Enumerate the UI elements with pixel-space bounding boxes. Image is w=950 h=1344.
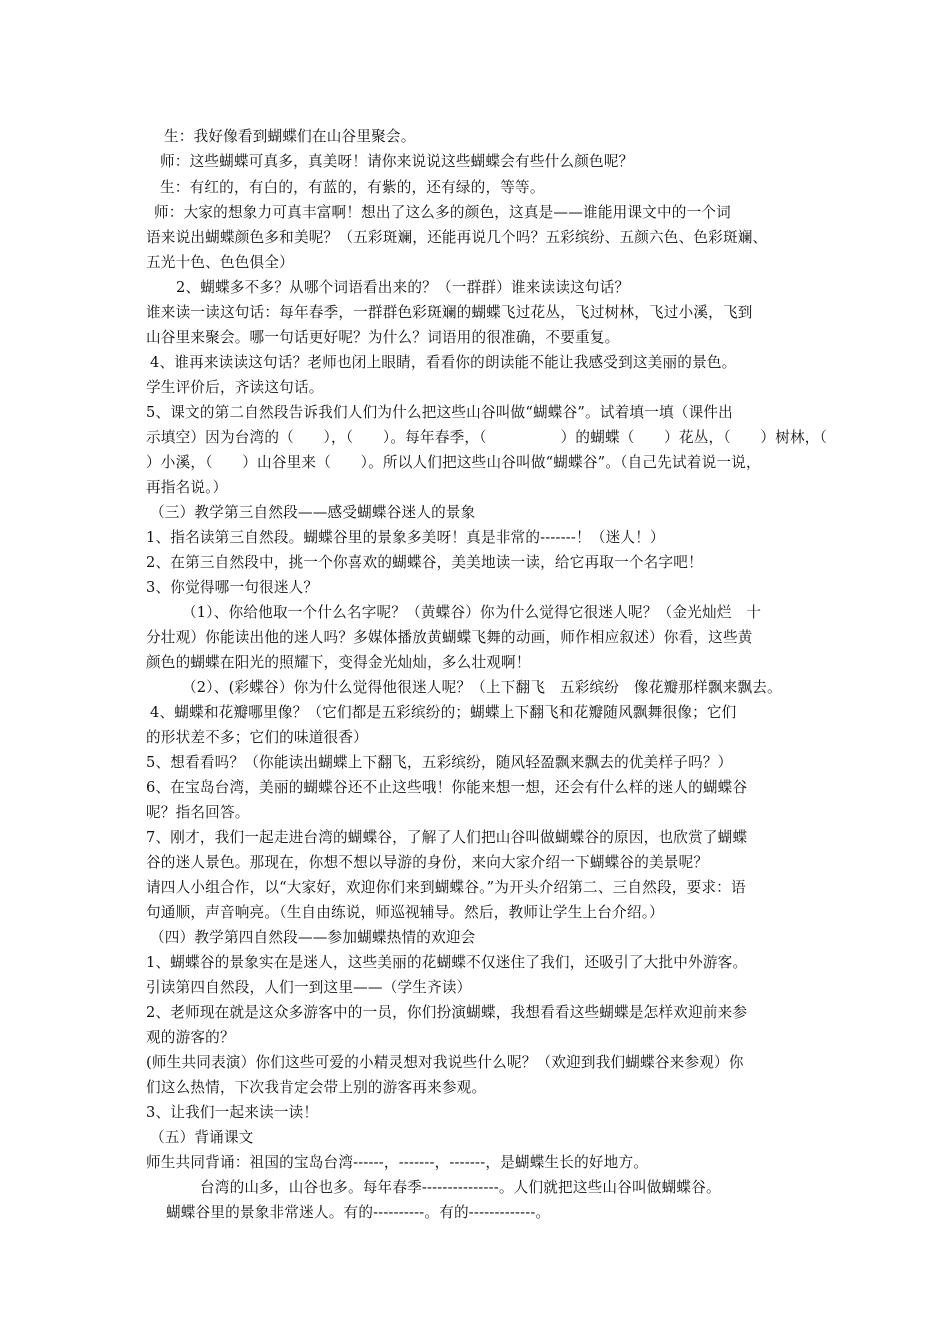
text-line: 2、在第三自然段中，挑一个你喜欢的蝴蝶谷，美美地读一读，给它再取一个名字吧！ [146, 554, 703, 571]
section-heading: （三）教学第三自然段——感受蝴蝶谷迷人的景象 [150, 504, 476, 521]
text-line: ）小溪，（ ）山谷里来（ ）。所以人们把这些山谷叫做“蝴蝶谷”。（自己先试着说一说， [146, 454, 761, 471]
text-line: 生：有红的，有白的，有蓝的，有紫的，还有绿的，等等。 [160, 179, 545, 196]
text-line: 呢？指名回答。 [146, 804, 250, 821]
text-line: 4、谁再来读读这句话？老师也闭上眼睛，看看你的朗读能不能让我感受到这美丽的景色。 [150, 354, 737, 371]
text-line: 6、在宝岛台湾，美丽的蝴蝶谷还不止这些哦！你能来想一想，还会有什么样的迷人的蝴蝶谷 [146, 779, 748, 796]
text-line: 山谷里来聚会。哪一句话更好呢？为什么？词语用的很准确，不要重复。 [146, 329, 620, 346]
text-line: 蝴蝶谷里的景象非常迷人。有的----------。有的-------------。 [166, 1204, 551, 1221]
text-line: 请四人小组合作，以“大家好，欢迎你们来到蝴蝶谷。”为开头介绍第二、三自然段，要求：语 [146, 879, 746, 896]
text-line: 示填空）因为台湾的（ ），（ ）。每年春季，（ ）的蝴蝶（ ）花丛，（ ）树林，（ [146, 429, 828, 446]
text-line: 师：这些蝴蝶可真多，真美呀！请你来说说这些蝴蝶会有些什么颜色呢？ [160, 153, 634, 170]
text-line: 2、老师现在就是这众多游客中的一员，你们扮演蝴蝶，我想看看这些蝴蝶是怎样欢迎前来参 [146, 1004, 748, 1021]
section-heading: （五）背诵课文 [150, 1129, 254, 1146]
section-heading: （四）教学第四自然段——参加蝴蝶热情的欢迎会 [150, 929, 476, 946]
text-line: 观的游客的？ [146, 1029, 235, 1046]
text-line: 的形状差不多；它们的味道很香） [146, 729, 368, 746]
text-line: 再指名说。） [146, 479, 228, 496]
text-line: 4、蝴蝶和花瓣哪里像？（它们都是五彩缤纷的；蝴蝶上下翻飞和花瓣随风飘舞很像；它们 [150, 704, 737, 721]
text-line: 谷的迷人景色。那现在，你想不想以导游的身份，来向大家介绍一下蝴蝶谷的美景呢？ [146, 854, 709, 871]
text-line: 生：我好像看到蝴蝶们在山谷里聚会。 [164, 128, 416, 145]
text-line: 台湾的山多，山谷也多。每年春季---------------。人们就把这些山谷叫做蝴蝶谷。 [200, 1179, 721, 1196]
text-line: 学生评价后，齐读这句话。 [146, 379, 324, 396]
text-line: 师：大家的想象力可真丰富啊！想出了这么多的颜色，这真是——谁能用课文中的一个词 [154, 204, 731, 221]
text-line: （1）、你给他取一个什么名字呢？（黄蝶谷）你为什么觉得它很迷人呢？（金光灿烂 十 [182, 604, 762, 621]
text-line: 引读第四自然段，人们一到这里——（学生齐读） [146, 979, 472, 996]
text-line: 谁来读一读这句话：每年春季，一群群色彩斑斓的蝴蝶飞过花丛，飞过树林，飞过小溪，飞到 [146, 304, 753, 321]
text-line: 1、指名读第三自然段。蝴蝶谷里的景象多美呀！真是非常的-------！（迷人！） [146, 529, 665, 546]
text-line: 5、课文的第二自然段告诉我们人们为什么把这些山谷叫做“蝴蝶谷”。试着填一填（课件出 [146, 404, 733, 421]
text-line: 句通顺，声音响亮。（生自由练说，师巡视辅导。然后，教师让学生上台介绍。） [146, 904, 664, 921]
text-line: 2、蝴蝶多不多？从哪个词语看出来的？（一群群）谁来读读这句话？ [176, 279, 630, 296]
text-line: 7、刚才，我们一起走进台湾的蝴蝶谷，了解了人们把山谷叫做蝴蝶谷的原因，也欣赏了蝴蝶 [146, 829, 748, 846]
text-line: 5、想看看吗？（你能读出蝴蝶上下翻飞，五彩缤纷，随风轻盈飘来飘去的优美样子吗？） [146, 754, 733, 771]
text-line: 3、你觉得哪一句很迷人？ [146, 579, 319, 596]
text-line: (师生共同表演）你们这些可爱的小精灵想对我说些什么呢？（欢迎到我们蝴蝶谷来参观）你 [146, 1054, 744, 1071]
text-line: 语来说出蝴蝶颜色多和美呢？（五彩斑斓，还能再说几个吗？五彩缤纷、五颜六色、色彩斑斓、 [146, 229, 768, 246]
text-line: 师生共同背诵：祖国的宝岛台湾------，-------，-------，是蝴蝶生长的好地方。 [146, 1154, 649, 1171]
text-line: 分壮观）你能读出他的迷人吗？多媒体播放黄蝴蝶飞舞的动画，师作相应叙述）你看，这些黄 [146, 629, 753, 646]
text-line: 五光十色、色色俱全） [146, 254, 294, 271]
text-line: （2）、(彩蝶谷）你为什么觉得他很迷人呢？（上下翻飞 五彩缤纷 像花瓣那样飘来飘去。 [182, 679, 782, 696]
text-line: 们这么热情，下次我肯定会带上别的游客再来参观。 [146, 1079, 487, 1096]
text-line: 颜色的蝴蝶在阳光的照耀下，变得金光灿灿，多么壮观啊！ [146, 654, 531, 671]
text-line: 1、蝴蝶谷的景象实在是迷人，这些美丽的花蝴蝶不仅迷住了我们，还吸引了大批中外游客。 [146, 954, 748, 971]
text-line: 3、让我们一起来读一读！ [146, 1104, 319, 1121]
